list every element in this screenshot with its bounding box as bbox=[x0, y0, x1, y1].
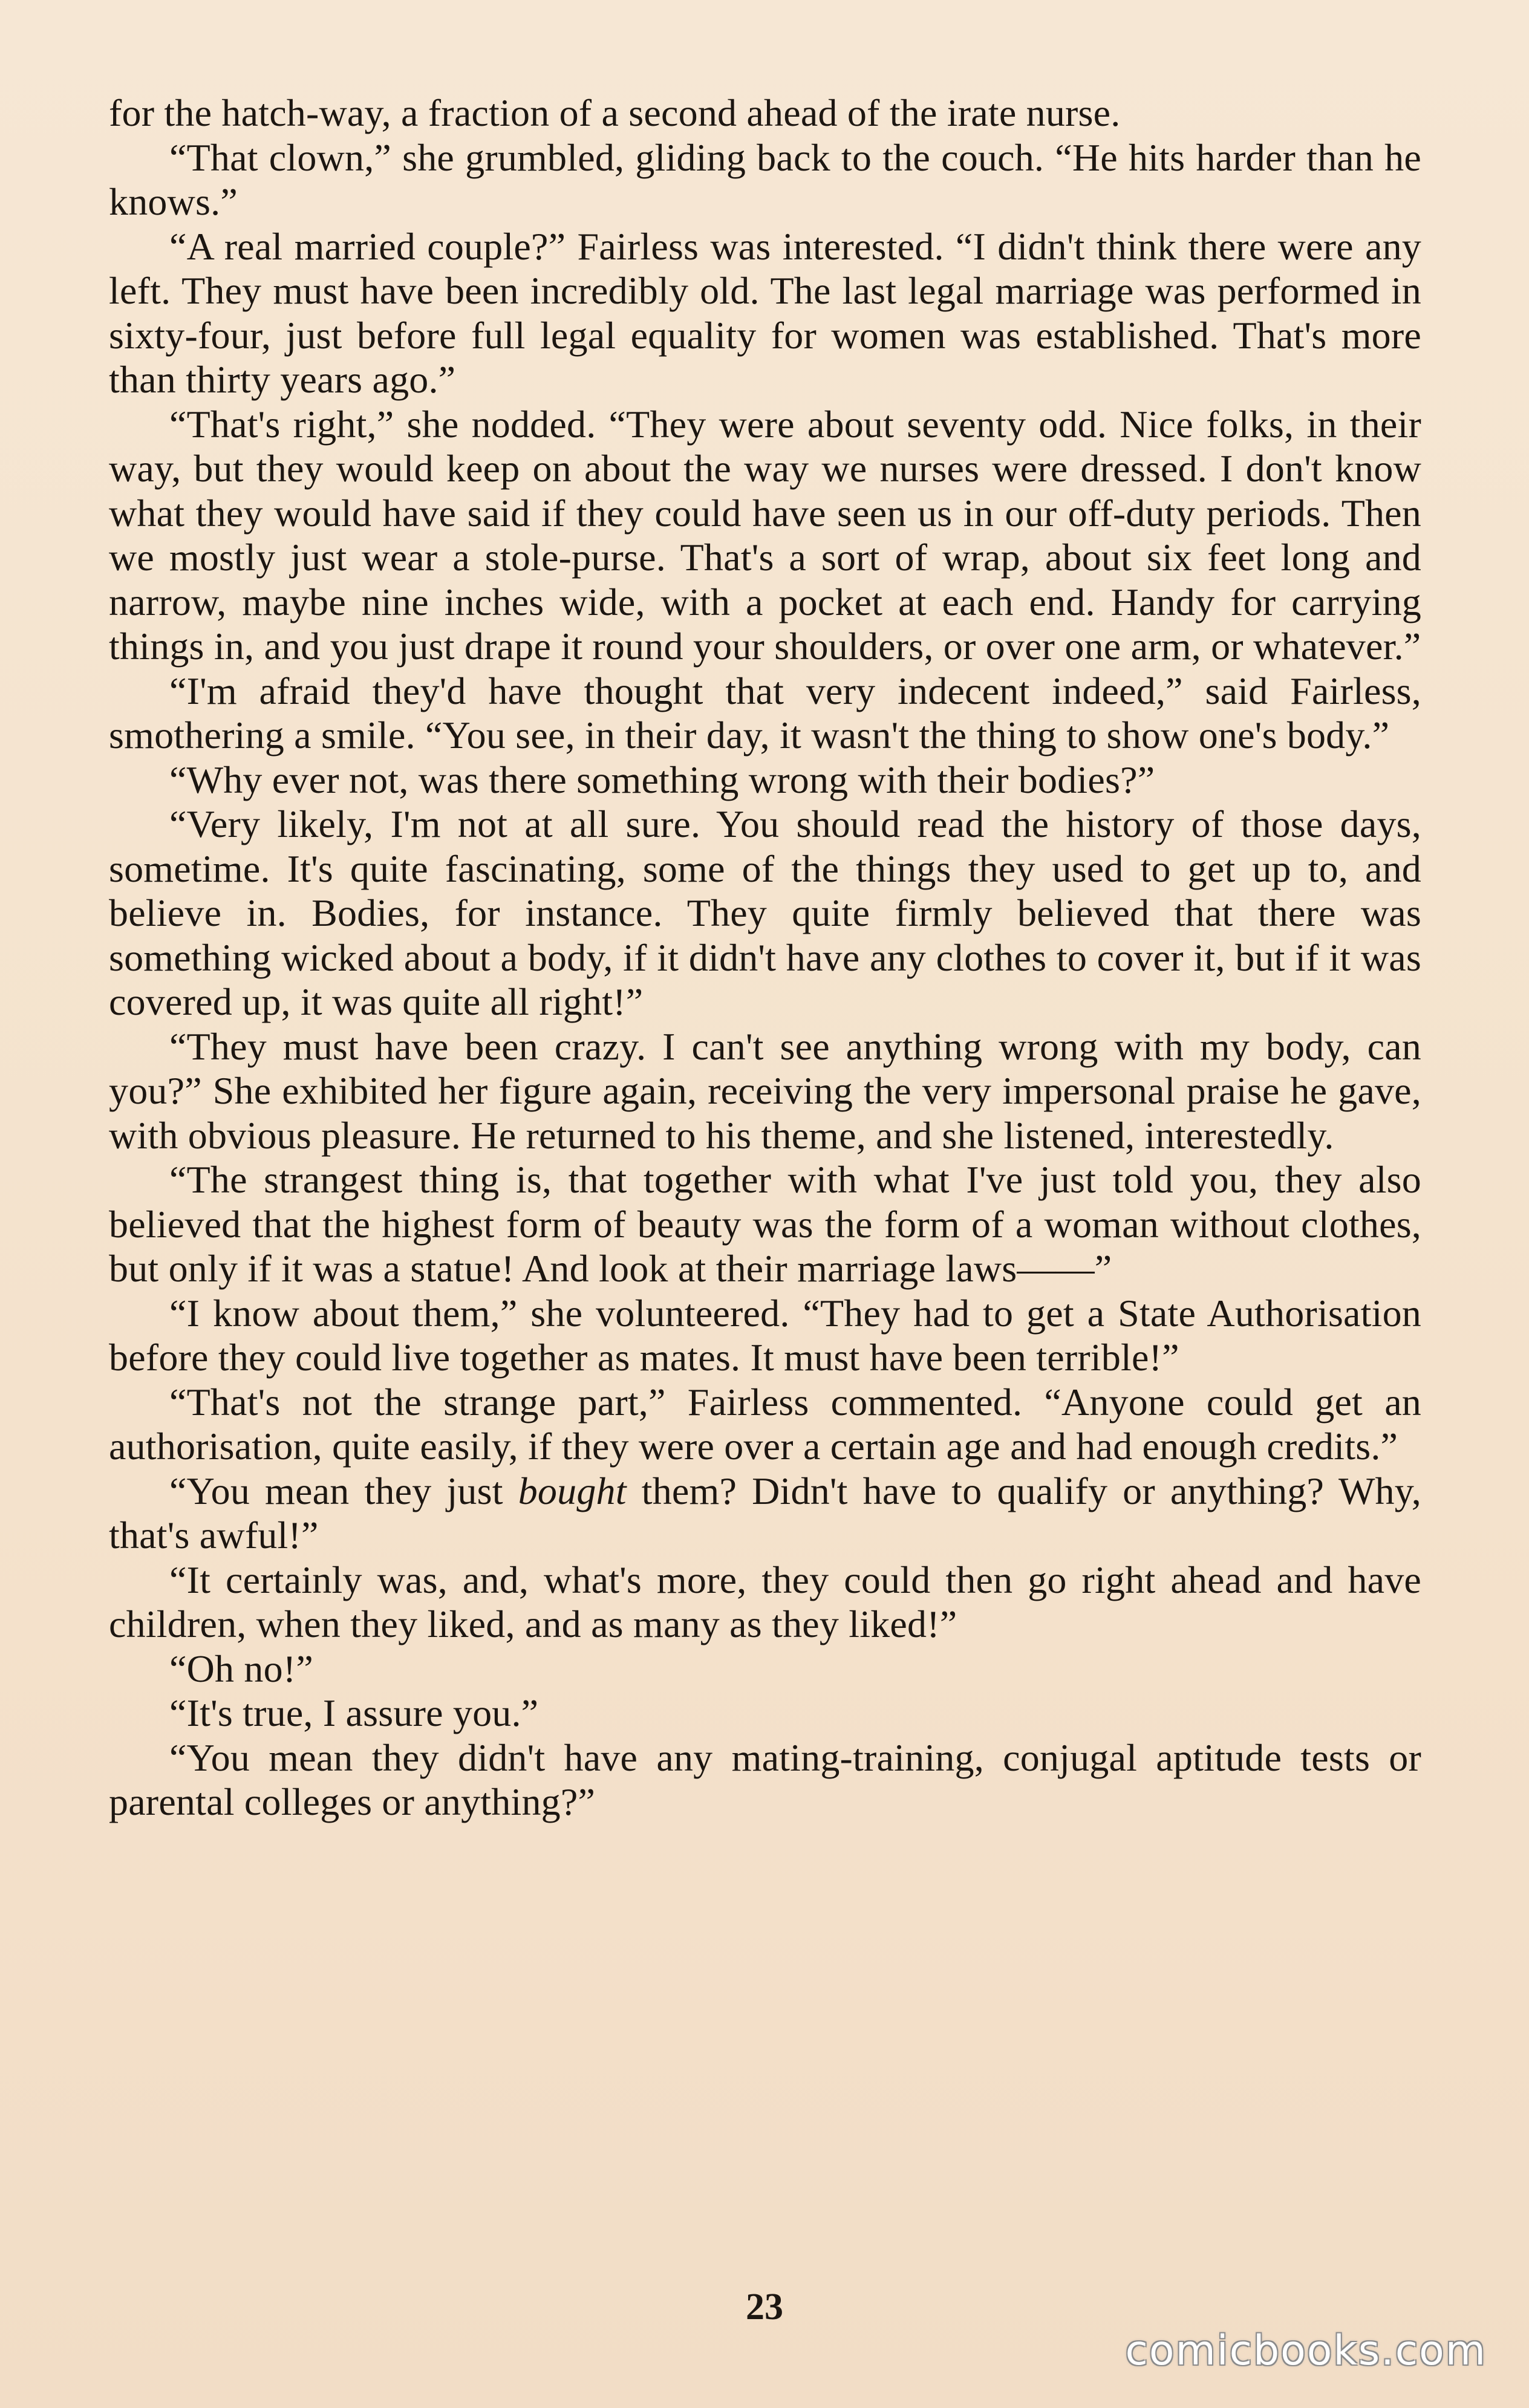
paragraph: “That's right,” she nodded. “They were about seventy odd. Nice folks, in their way, but they would keep on about the way we nurses were dressed. I don't know what they would have said if they could have seen us in our off-duty periods. Then we mostly just wear a stole-purse. That's a sort of wrap, about six feet long and narrow, maybe nine inches wide, with a pocket at each end. Handy for carrying things in, and you just drape it round your shoulders, or over one arm, or whatever.” bbox=[109, 402, 1421, 668]
paragraph: “It's true, I assure you.” bbox=[169, 1691, 539, 1734]
paragraph-text: “You mean they just bbox=[169, 1469, 518, 1512]
paragraph: “A real married couple?” Fairless was interested. “I didn't think there were any left. They must have been incredibly old. The last legal marriage was performed in sixty-four, just before full legal equality for women was established. That's more than thirty years ago.” bbox=[109, 224, 1421, 401]
paragraph: “The strangest thing is, that together with what I've just told you, they also believed that the highest form of beauty was the form of a woman without clothes, but only if it was a statue! And look at their marriage laws——” bbox=[109, 1158, 1421, 1290]
paragraph: “Oh no!” bbox=[169, 1647, 313, 1690]
paragraph: “Why ever not, was there something wrong with their bodies?” bbox=[169, 758, 1155, 801]
paragraph: “I know about them,” she volunteered. “They had to get a State Authorisation before they could live together as mates. It must have been terrible!” bbox=[109, 1291, 1421, 1379]
body-text bbox=[109, 91, 1421, 1824]
watermark-logo: comicbooks.com bbox=[1125, 2327, 1487, 2375]
paragraph: for the hatch-way, a fraction of a second ahead of the irate nurse. bbox=[109, 91, 1121, 134]
paragraph: “They must have been crazy. I can't see anything wrong with my body, can you?” She exhibited her figure again, receiving the very impersonal praise he gave, with obvious pleasure. He returned to his theme, and she listened, interestedly. bbox=[109, 1024, 1421, 1157]
page-number: 23 bbox=[746, 2286, 783, 2328]
paragraph: “That's not the strange part,” Fairless commented. “Anyone could get an authorisation, quite easily, if they were over a certain age and had enough credits.” bbox=[109, 1380, 1421, 1468]
italic-word: bought bbox=[518, 1469, 627, 1512]
paragraph-bought bbox=[109, 1469, 1421, 1558]
paragraph: “That clown,” she grumbled, gliding back to the couch. “He hits harder than he knows.” bbox=[109, 135, 1421, 223]
paragraph-text: them? Didn't have to qualify or anything? Why, that's awful!” bbox=[109, 1469, 1421, 1557]
paragraph: “You mean they didn't have any mating-training, conjugal aptitude tests or parental colleges or anything?” bbox=[109, 1736, 1421, 1823]
paragraph: “It certainly was, and, what's more, they could then go right ahead and have children, when they liked, and as many as they liked!” bbox=[109, 1558, 1421, 1645]
paragraph: “Very likely, I'm not at all sure. You should read the history of those days, sometime. It's quite fascinating, some of the things they used to get up to, and believe in. Bodies, for instance. They quite firmly believed that there was something wicked about a body, if it didn't have any clothes to cover it, but if it was covered up, it was quite all right!” bbox=[109, 802, 1421, 1023]
paragraph: “I'm afraid they'd have thought that very indecent indeed,” said Fairless, smothering a smile. “You see, in their day, it wasn't the thing to show one's body.” bbox=[109, 669, 1421, 757]
